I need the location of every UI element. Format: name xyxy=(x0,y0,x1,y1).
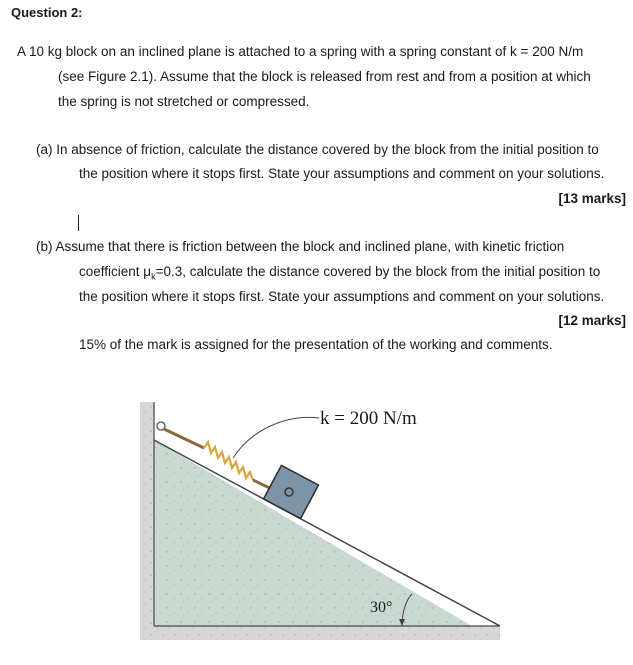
label-leader xyxy=(233,417,319,458)
part-a-line-2: the position where it stops first. State your assumptions and comment on your solutions. xyxy=(79,166,605,181)
friction-suffix: =0.3, calculate the distance covered by the block from the initial position to xyxy=(155,264,601,279)
part-b-line-1: (b) Assume that there is friction between the block and inclined plane, with kinetic friction xyxy=(36,239,565,254)
presentation-note: 15% of the mark is assigned for the presentation of the working and comments. xyxy=(79,337,553,352)
intro-line-3: the spring is not stretched or compressed. xyxy=(58,94,310,109)
friction-subscript: k xyxy=(151,271,156,282)
part-a-line-1: (a) In absence of friction, calculate the distance covered by the block from the initial position to xyxy=(36,142,599,157)
figure-2-1 xyxy=(136,380,506,650)
part-b-line-2 xyxy=(79,264,600,282)
spring-constant-label: k = 200 N/m xyxy=(320,408,417,429)
spring-anchor xyxy=(157,422,165,430)
part-b-marks: [12 marks] xyxy=(558,313,626,328)
part-b-line-3: the position where it stops first. State your assumptions and comment on your solutions. xyxy=(79,289,605,304)
part-a-marks: [13 marks] xyxy=(558,191,626,206)
intro-line-2: (see Figure 2.1). Assume that the block is released from rest and from a position at which xyxy=(58,69,591,84)
text-cursor[interactable] xyxy=(78,215,79,231)
angle-label: 30° xyxy=(370,599,393,616)
friction-prefix: coefficient μ xyxy=(79,264,152,279)
intro-line-1: A 10 kg block on an inclined plane is attached to a spring with a spring constant of k = 200 N/m xyxy=(17,44,584,59)
question-heading: Question 2: xyxy=(11,5,83,20)
spring-rod xyxy=(164,429,204,448)
